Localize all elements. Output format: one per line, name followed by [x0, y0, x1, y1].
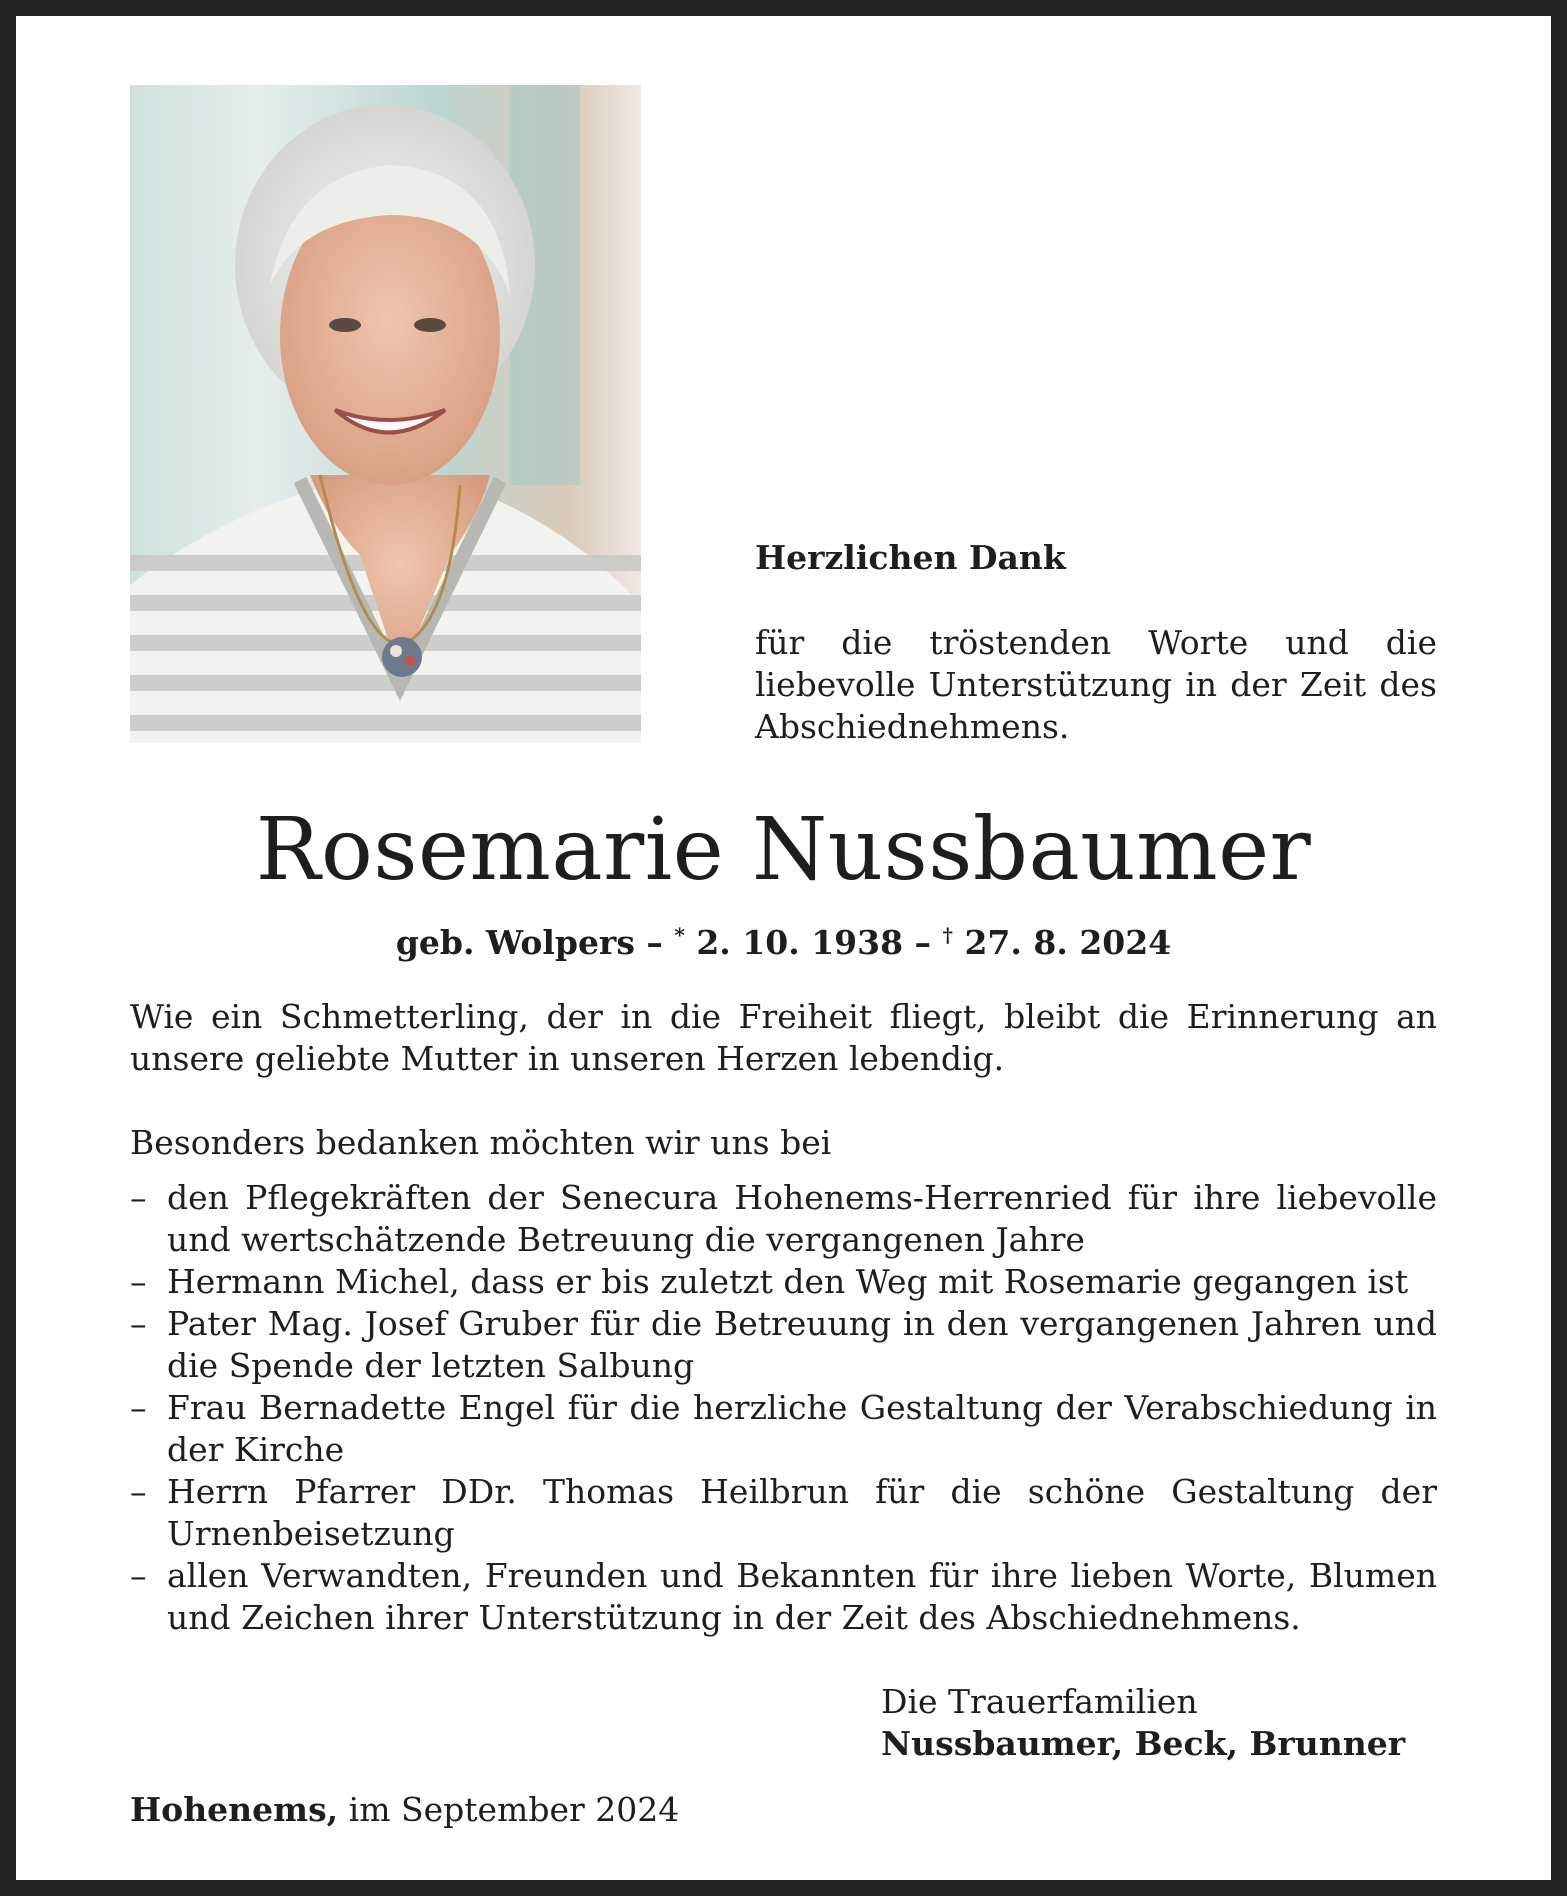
thanks-list — [130, 1177, 1437, 1639]
signature-label: Die Trauerfamilien — [881, 1682, 1198, 1721]
thanks-list-intro: Besonders bedanken möchten wir uns bei — [130, 1123, 832, 1162]
death-date: 27. 8. 2024 — [952, 923, 1172, 962]
list-item — [130, 1261, 1437, 1303]
list-item-text: Hermann Michel, dass er bis zuletzt den Weg mit Rosemarie gegangen ist — [167, 1262, 1409, 1301]
signature-block — [881, 1681, 1405, 1765]
list-item-text: Herrn Pfarrer DDr. Thomas Heilbrun für die schöne Gestaltung der Urnenbeisetzung — [167, 1472, 1437, 1553]
birth-symbol: * — [674, 923, 685, 947]
list-dash: – — [130, 1178, 147, 1217]
list-dash: – — [130, 1304, 147, 1343]
list-item-text: den Pflegekräften der Senecura Hohenems-Herrenried für ihre liebevolle und wertschätzende Betreuung die vergangenen Jahre — [167, 1178, 1437, 1259]
list-item — [130, 1387, 1437, 1471]
deceased-name: Rosemarie Nussbaumer — [255, 800, 1312, 900]
life-dates — [0, 915, 1567, 963]
list-dash: – — [130, 1388, 147, 1427]
family-names: Nussbaumer, Beck, Brunner — [881, 1724, 1406, 1763]
place-name: Hohenems, — [130, 1790, 339, 1829]
memorial-verse: Wie ein Schmetterling, der in die Freiheit fliegt, bleibt die Erinnerung an unsere geliebte Mutter in unseren Herzen lebendig. — [130, 997, 1437, 1078]
list-item-text: Pater Mag. Josef Gruber für die Betreuung in den vergangenen Jahren und die Spende der letzten Salbung — [167, 1304, 1437, 1385]
list-dash: – — [130, 1262, 147, 1301]
portrait-photo — [130, 85, 641, 743]
birth-name: geb. Wolpers – — [395, 923, 675, 962]
list-item — [130, 1471, 1437, 1555]
publication-date: im September 2024 — [338, 1790, 680, 1829]
list-item — [130, 1555, 1437, 1639]
birth-date: 2. 10. 1938 – — [684, 923, 943, 962]
list-dash: – — [130, 1472, 147, 1511]
list-item-text: allen Verwandten, Freunden und Bekannten für ihre lieben Worte, Blumen und Zeichen ihrer Unterstützung in der Zeit des Abschiednehmens. — [167, 1556, 1437, 1637]
thanks-heading: Herzlichen Dank — [755, 538, 1066, 577]
list-dash: – — [130, 1556, 147, 1595]
list-item-text: Frau Bernadette Engel für die herzliche Gestaltung der Verabschiedung in der Kirche — [167, 1388, 1437, 1469]
place-and-date — [130, 1789, 679, 1831]
list-item — [130, 1303, 1437, 1387]
list-item — [130, 1177, 1437, 1261]
thanks-intro-text: für die tröstenden Worte und die liebevolle Unterstützung in der Zeit des Abschiednehmens. — [755, 623, 1437, 746]
death-symbol: † — [942, 923, 953, 947]
